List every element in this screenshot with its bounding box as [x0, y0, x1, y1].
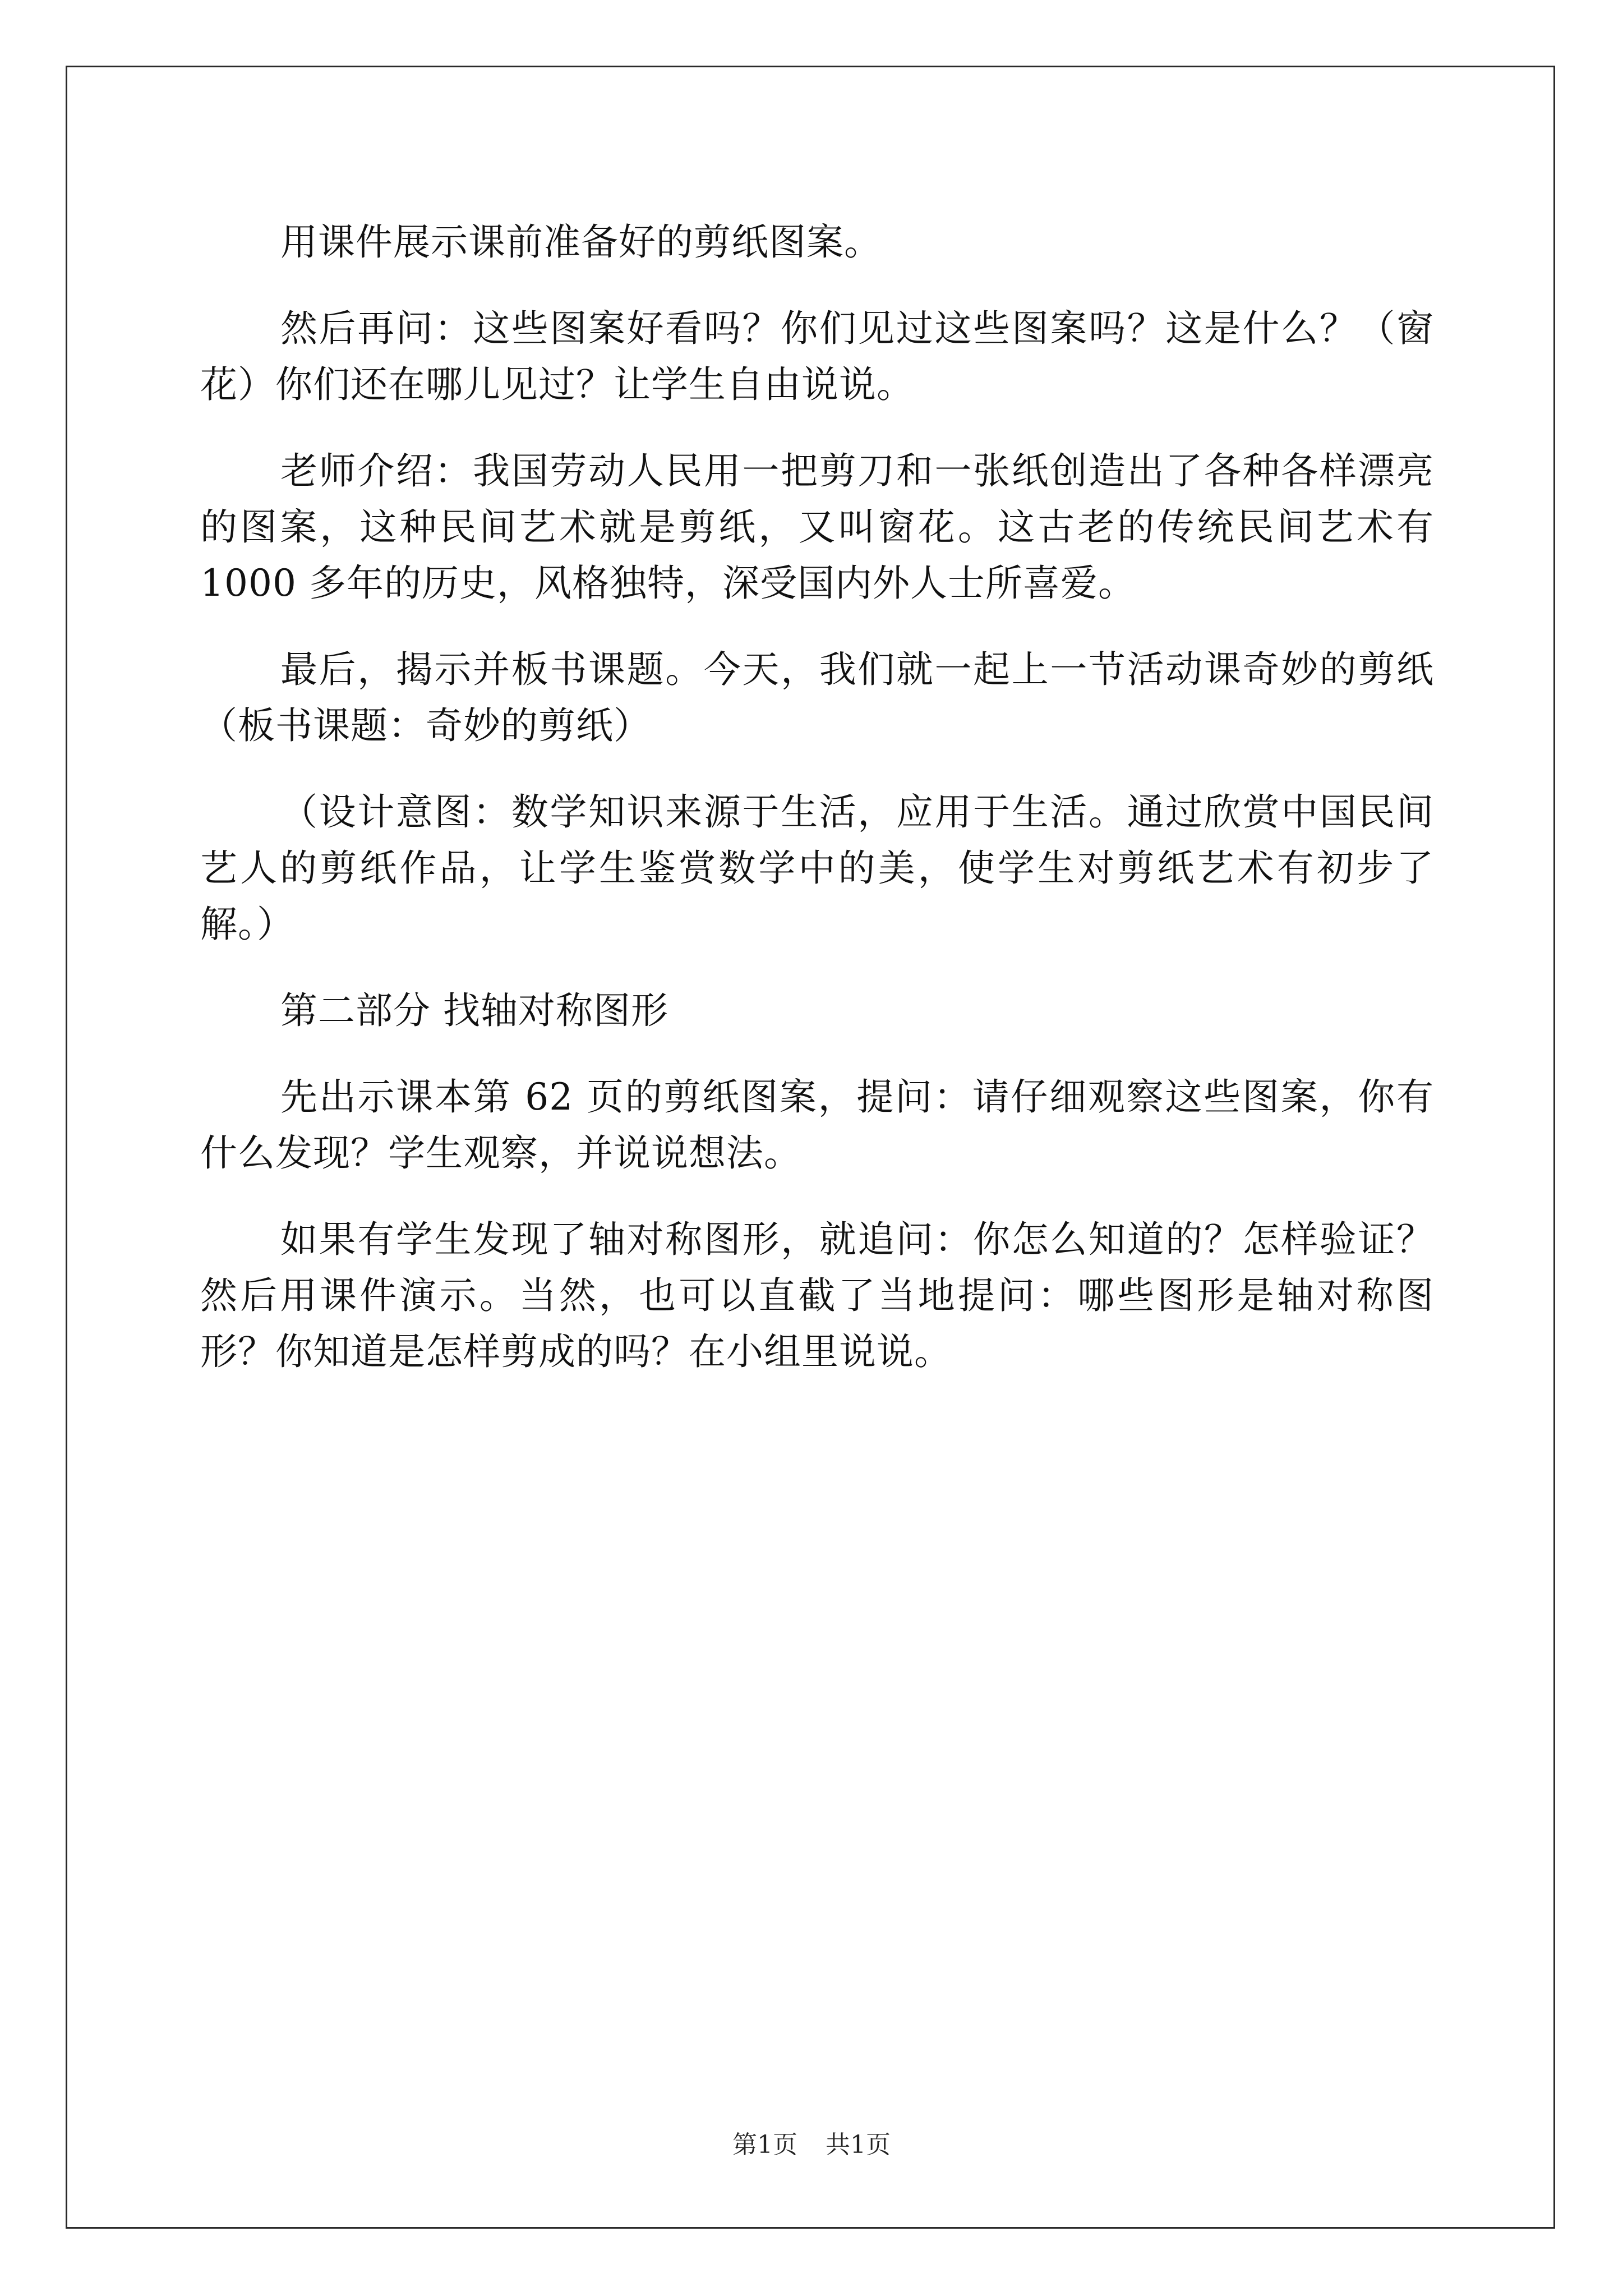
page-total: 共1页 [826, 2131, 891, 2159]
document-body [200, 214, 1434, 1410]
paragraph: 老师介绍：我国劳动人民用一把剪刀和一张纸创造出了各种各样漂亮的图案，这种民间艺术就是剪纸，又叫窗花。这古老的传统民间艺术有 1000 多年的历史，风格独特，深受国内外人士所喜爱。 [200, 449, 1434, 605]
paragraph: 如果有学生发现了轴对称图形，就追问：你怎么知道的？怎样验证？然后用课件演示。当然，也可以直截了当地提问：哪些图形是轴对称图形？你知道是怎样剪成的吗？在小组里说说。 [200, 1218, 1434, 1373]
paragraph: 用课件展示课前准备好的剪纸图案。 [280, 220, 882, 264]
page-number: 第1页 [732, 2131, 797, 2159]
section-heading: 第二部分 找轴对称图形 [280, 989, 668, 1032]
paragraph: 先出示课本第 62 页的剪纸图案，提问：请仔细观察这些图案，你有什么发现？学生观察，并说说想法。 [200, 1075, 1434, 1175]
paragraph: 然后再问：这些图案好看吗？你们见过这些图案吗？这是什么？（窗花）你们还在哪儿见过？让学生自由说说。 [200, 307, 1434, 406]
page-footer [0, 2128, 1623, 2162]
paragraph: 最后，揭示并板书课题。今天，我们就一起上一节活动课奇妙的剪纸（板书课题：奇妙的剪纸） [200, 648, 1434, 747]
paragraph: （设计意图：数学知识来源于生活，应用于生活。通过欣赏中国民间艺人的剪纸作品，让学生鉴赏数学中的美，使学生对剪纸艺术有初步了解。） [200, 790, 1434, 946]
